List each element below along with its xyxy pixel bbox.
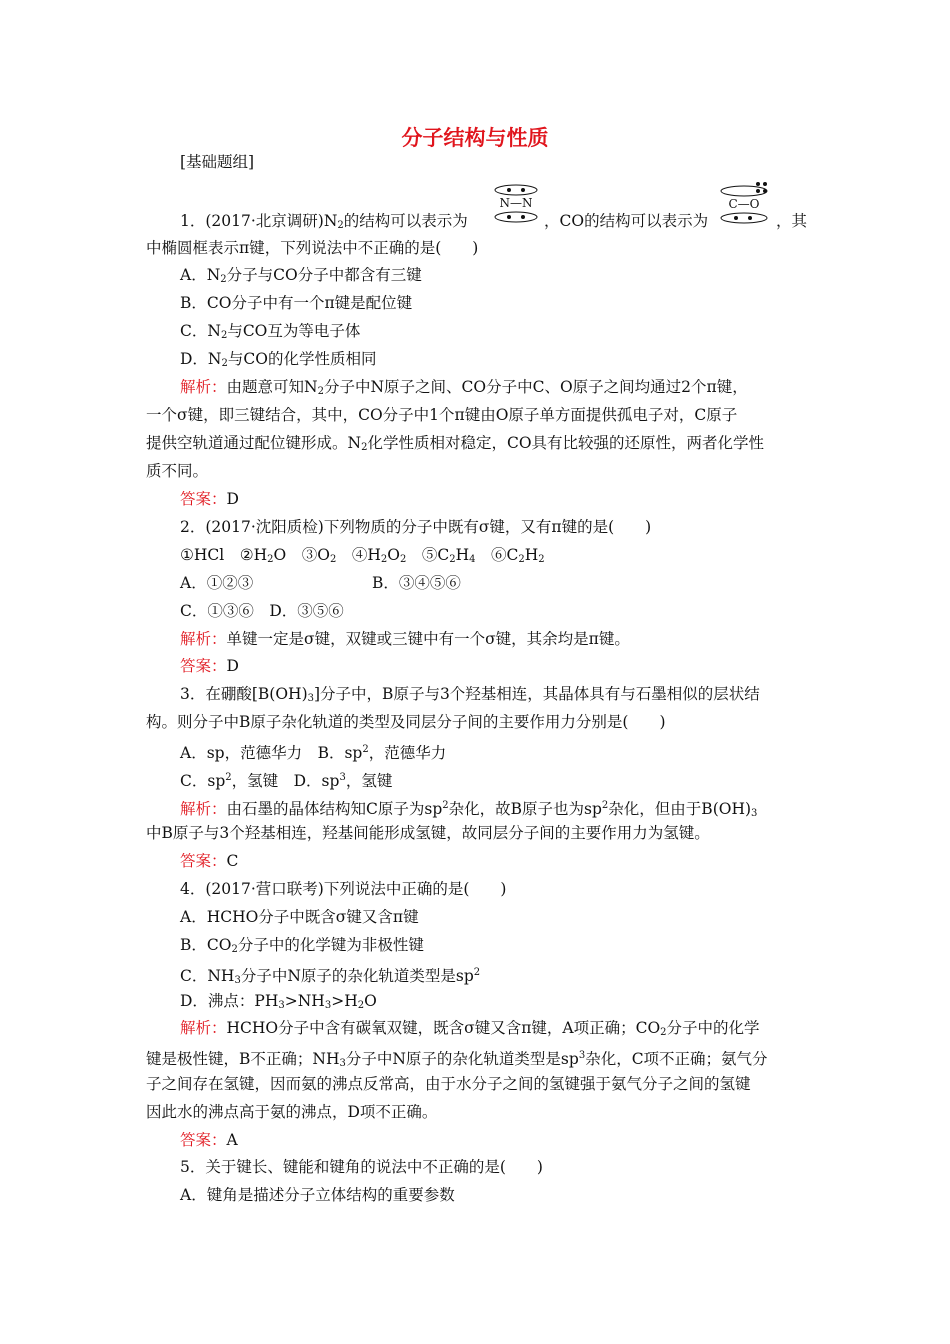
q2-option-cd: C．①③⑥ D．③⑤⑥: [180, 602, 344, 620]
q1-explanation-line3: 提供空轨道通过配位键形成。$N_2$化学性质相对稳定，CO具有比较强的还原性，两者化学性: [146, 434, 765, 453]
svg-text:C—O: C—O: [728, 197, 760, 211]
q2-stem: 2．(2017·沈阳质检)下列物质的分子中既有σ键，又有π键的是( ): [180, 518, 652, 536]
q5-stem: 5．关于键长、键能和键角的说法中不正确的是( ): [180, 1158, 543, 1176]
q3-explanation-line1: 解析：由石墨的晶体结构知C原子为$sp^2$杂化，故B原子也为$sp^2$杂化，但由于$B(OH)_3$: [180, 800, 758, 819]
svg-text:N—N: N—N: [499, 196, 533, 210]
co-structure-diagram: [716, 180, 774, 226]
q1-explanation-line4: 质不同。: [146, 462, 209, 480]
q3-answer: 答案：C: [180, 852, 239, 870]
q4-explanation-line2: 键是极性键，B不正确；$NH_3$分子中N原子的杂化轨道类型是$sp^3$杂化，C项不正确；氨气分: [146, 1050, 768, 1069]
page-title: 分子结构与性质: [401, 126, 549, 150]
n2-structure-diagram: [490, 184, 542, 226]
q1-stem-end: ，其: [776, 212, 808, 230]
q4-answer: 答案：A: [180, 1131, 238, 1149]
q1-explanation-line1: 解析：由题意可知$N_2$分子中N原子之间、CO分子中C、O原子之间均通过2个π键，: [180, 378, 748, 397]
q4-explanation-line3: 子之间存在氢键，因而氨的沸点反常高，由于水分子之间的氢键强于氨气分子之间的氢键: [146, 1075, 751, 1093]
q2-substances: ①HCl $②H_2O$ $③O_2$ $④H_2O_2$ $⑤C_2H_4$ $⑥C_2H_2$: [180, 546, 545, 565]
q3-option-cd: C．$sp^2$，氢键 D．$sp^3$，氢键: [180, 772, 393, 790]
q5-option-a: A．键角是描述分子立体结构的重要参数: [180, 1186, 455, 1204]
q1-option-d: D．$N_2$与CO的化学性质相同: [180, 350, 377, 369]
q4-explanation-line1: 解析：HCHO分子中含有碳氧双键，既含σ键又含π键，A项正确；$CO_2$分子中的化学: [180, 1019, 760, 1038]
q4-option-c: C．$NH_3$分子中N原子的杂化轨道类型是$sp^2$: [180, 967, 481, 986]
q1-option-b: B．CO分子中有一个π键是配位键: [180, 294, 413, 312]
section-heading: [基础题组]: [180, 153, 255, 171]
q3-stem-line1: 3．在硼酸$[B(OH)_3]$分子中，B原子与3个羟基相连，其晶体具有与石墨相似的层状结: [180, 685, 760, 704]
q3-option-ab: A．sp，范德华力 B．$sp^2$，范德华力: [180, 744, 447, 762]
q2-answer: 答案：D: [180, 657, 239, 675]
q4-option-d: D．沸点：$PH_3>NH_3>H_2O$: [180, 992, 377, 1011]
q2-explanation: 解析：单键一定是σ键，双键或三键中有一个σ键，其余均是π键。: [180, 630, 630, 648]
q1-stem-line1: 1．(2017·北京调研)$N_2$的结构可以表示为: [180, 212, 468, 231]
q1-option-c: C．$N_2$与CO互为等电子体: [180, 322, 361, 341]
q1-stem-line2: 中椭圆框表示π键，下列说法中不正确的是( ): [146, 239, 479, 257]
q3-stem-line2: 构。则分子中B原子杂化轨道的类型及同层分子间的主要作用力分别是( ): [146, 713, 666, 731]
q1-explanation-line2: 一个σ键，即三键结合，其中，CO分子中1个π键由O原子单方面提供孤电子对，C原子: [146, 406, 738, 424]
q2-option-b: B．③④⑤⑥: [372, 574, 461, 592]
q1-stem-mid: ，CO的结构可以表示为: [544, 212, 709, 230]
q3-explanation-line2: 中B原子与3个羟基相连，羟基间能形成氢键，故同层分子间的主要作用力为氢键。: [146, 824, 710, 842]
q2-option-a: A．①②③: [180, 574, 254, 592]
q4-option-a: A．HCHO分子中既含σ键又含π键: [180, 908, 419, 926]
q1-option-a: A．$N_2$分子与CO分子中都含有三键: [180, 266, 422, 285]
q4-stem: 4．(2017·营口联考)下列说法中正确的是( ): [180, 880, 507, 898]
q4-explanation-line4: 因此水的沸点高于氨的沸点，D项不正确。: [146, 1103, 438, 1121]
q4-option-b: B．$CO_2$分子中的化学键为非极性键: [180, 936, 424, 955]
q1-answer: 答案：D: [180, 490, 239, 508]
